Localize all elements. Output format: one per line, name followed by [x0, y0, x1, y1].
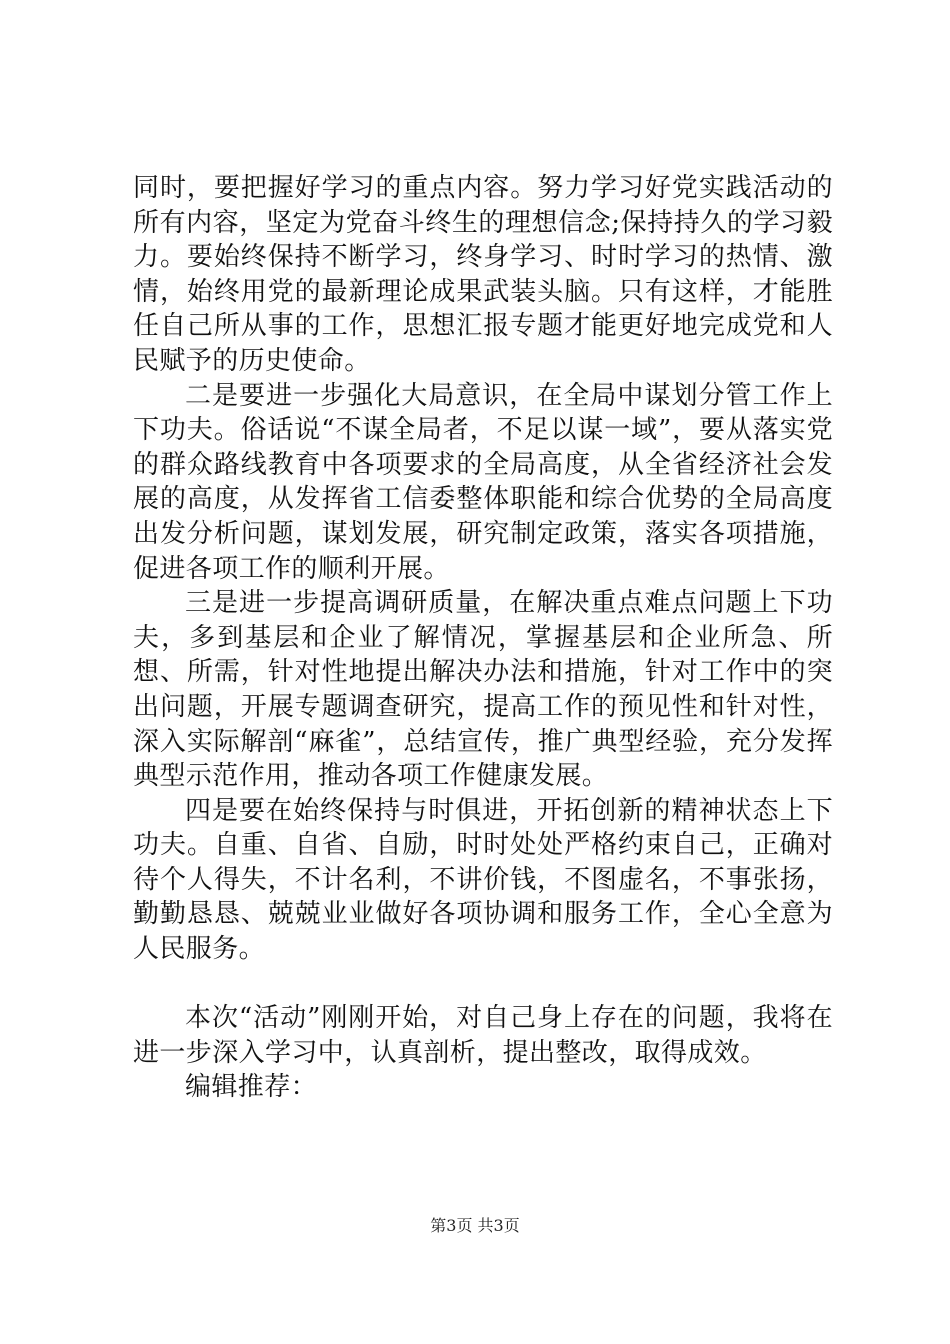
- paragraph-study-focus: 同时，要把握好学习的重点内容。努力学习好党实践活动的所有内容，坚定为党奋斗终生的理想信念;保持持久的学习毅力。要始终保持不断学习，终身学习、时时学习的热情、激情，始终用党的最新理论成果武装头脑。只有这样，才能胜任自己所从事的工作，思想汇报专题才能更好地完成党和人民赋予的历史使命。: [133, 173, 833, 376]
- paragraph-innovation-spirit: 四是要在始终保持与时俱进，开拓创新的精神状态上下功夫。自重、自省、自励，时时处处严格约束自己，正确对待个人得失，不计名利，不讲价钱，不图虚名，不事张扬，勤勤恳恳、兢兢业业做好各项协调和服务工作，全心全意为人民服务。: [133, 795, 833, 965]
- paragraph-research-quality: 三是进一步提高调研质量，在解决重点难点问题上下功夫，多到基层和企业了解情况，掌握基层和企业所急、所想、所需，针对性地提出解决办法和措施，针对工作中的突出问题，开展专题调查研究，提高工作的预见性和针对性，深入实际解剖“麻雀”，总结宣传，推广典型经验，充分发挥典型示范作用，推动各项工作健康发展。: [133, 588, 833, 792]
- paragraph-conclusion: 本次“活动”刚刚开始，对自己身上存在的问题，我将在进一步深入学习中，认真剖析，提出整改，取得成效。: [133, 1003, 833, 1068]
- paragraph-editor-recommendation: 编辑推荐：: [185, 1072, 318, 1103]
- paragraph-overall-awareness: 二是要进一步强化大局意识，在全局中谋划分管工作上下功夫。俗话说“不谋全局者，不足以谋一域”，要从落实党的群众路线教育中各项要求的全局高度，从全省经济社会发展的高度，从发挥省工信委整体职能和综合优势的全局高度出发分析问题，谋划发展，研究制定政策，落实各项措施，促进各项工作的顺利开展。: [133, 380, 833, 584]
- page-footer: 第3页 共3页: [430, 1216, 520, 1235]
- document-body: [133, 171, 833, 1105]
- paragraph-spacer: [133, 967, 833, 1002]
